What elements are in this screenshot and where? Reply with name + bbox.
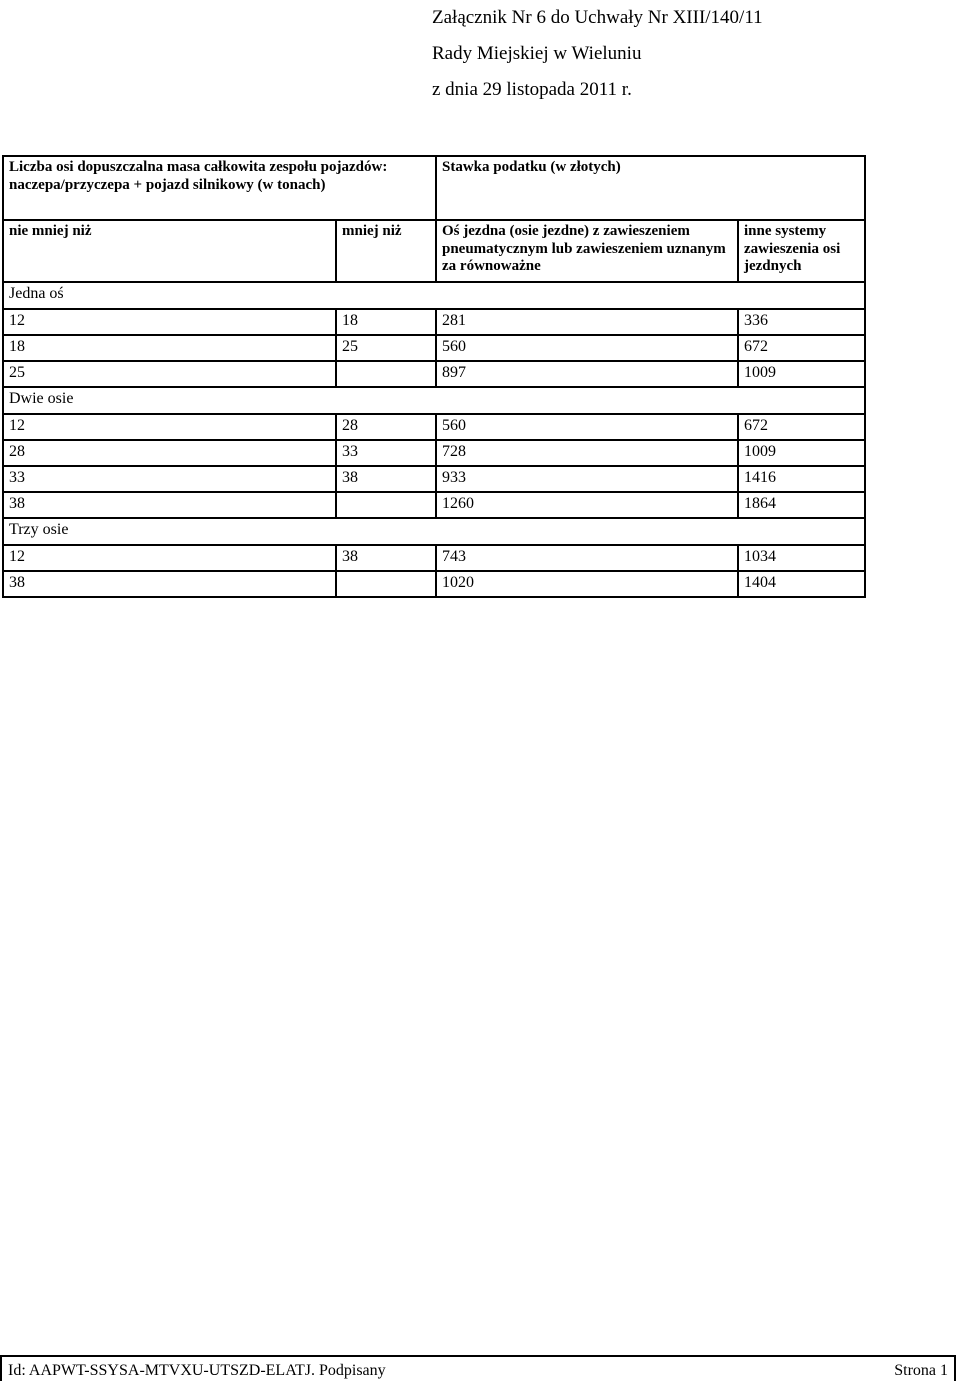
header-attachment-line: Załącznik Nr 6 do Uchwały Nr XIII/140/11 — [432, 7, 763, 28]
table-row — [3, 545, 865, 571]
min-mass-cell: 18 — [3, 335, 336, 361]
other-rate-cell: 1009 — [738, 440, 865, 466]
table-row — [3, 571, 865, 597]
table-row — [3, 414, 865, 440]
header-council-line: Rady Miejskiej w Wieluniu — [432, 43, 642, 64]
page-number: Strona 1 — [894, 1362, 948, 1379]
group-label-three-axles: Trzy osie — [3, 518, 865, 545]
max-mass-cell: 38 — [336, 466, 436, 492]
pneumatic-rate-cell: 743 — [436, 545, 738, 571]
max-mass-cell: 33 — [336, 440, 436, 466]
group-label-one-axle: Jedna oś — [3, 282, 865, 309]
other-rate-cell: 1416 — [738, 466, 865, 492]
pneumatic-rate-cell: 560 — [436, 335, 738, 361]
min-mass-cell: 12 — [3, 309, 336, 335]
pneumatic-rate-cell: 1260 — [436, 492, 738, 518]
other-suspension-header: inne systemy zawieszenia osi jezdnych — [738, 220, 865, 282]
axle-mass-header: Liczba osi dopuszczalna masa całkowita zespołu pojazdów: naczepa/przyczepa + pojazd silnikowy (w tonach) — [3, 156, 436, 220]
max-mass-cell: 18 — [336, 309, 436, 335]
other-rate-cell: 1864 — [738, 492, 865, 518]
min-mass-header: nie mniej niż — [3, 220, 336, 282]
group-label-two-axles: Dwie osie — [3, 387, 865, 414]
pneumatic-rate-cell: 933 — [436, 466, 738, 492]
other-rate-cell: 672 — [738, 414, 865, 440]
header-date-line: z dnia 29 listopada 2011 r. — [432, 79, 632, 100]
pneumatic-rate-cell: 728 — [436, 440, 738, 466]
max-mass-cell — [336, 492, 436, 518]
table-row — [3, 440, 865, 466]
pneumatic-rate-cell: 897 — [436, 361, 738, 387]
document-footer — [0, 1355, 956, 1381]
max-mass-cell: 38 — [336, 545, 436, 571]
max-mass-cell — [336, 571, 436, 597]
max-mass-cell — [336, 361, 436, 387]
pneumatic-rate-cell: 1020 — [436, 571, 738, 597]
min-mass-cell: 12 — [3, 414, 336, 440]
min-mass-cell: 38 — [3, 571, 336, 597]
pneumatic-rate-cell: 281 — [436, 309, 738, 335]
other-rate-cell: 672 — [738, 335, 865, 361]
table-row — [3, 492, 865, 518]
max-mass-cell: 28 — [336, 414, 436, 440]
max-mass-cell: 25 — [336, 335, 436, 361]
min-mass-cell: 25 — [3, 361, 336, 387]
other-rate-cell: 1009 — [738, 361, 865, 387]
document-header — [432, 0, 763, 108]
max-mass-header: mniej niż — [336, 220, 436, 282]
tax-rate-table — [2, 155, 866, 598]
pneumatic-rate-cell: 560 — [436, 414, 738, 440]
pneumatic-suspension-header: Oś jezdna (osie jezdne) z zawieszeniem pneumatycznym lub zawieszeniem uznanym za równoważne — [436, 220, 738, 282]
table-row — [3, 361, 865, 387]
tax-rate-header: Stawka podatku (w złotych) — [436, 156, 865, 220]
other-rate-cell: 1034 — [738, 545, 865, 571]
document-id-text: Id: AAPWT-SSYSA-MTVXU-UTSZD-ELATJ. Podpisany — [8, 1362, 386, 1379]
table-row — [3, 309, 865, 335]
min-mass-cell: 33 — [3, 466, 336, 492]
other-rate-cell: 1404 — [738, 571, 865, 597]
min-mass-cell: 28 — [3, 440, 336, 466]
min-mass-cell: 12 — [3, 545, 336, 571]
min-mass-cell: 38 — [3, 492, 336, 518]
other-rate-cell: 336 — [738, 309, 865, 335]
table-row — [3, 466, 865, 492]
table-row — [3, 335, 865, 361]
